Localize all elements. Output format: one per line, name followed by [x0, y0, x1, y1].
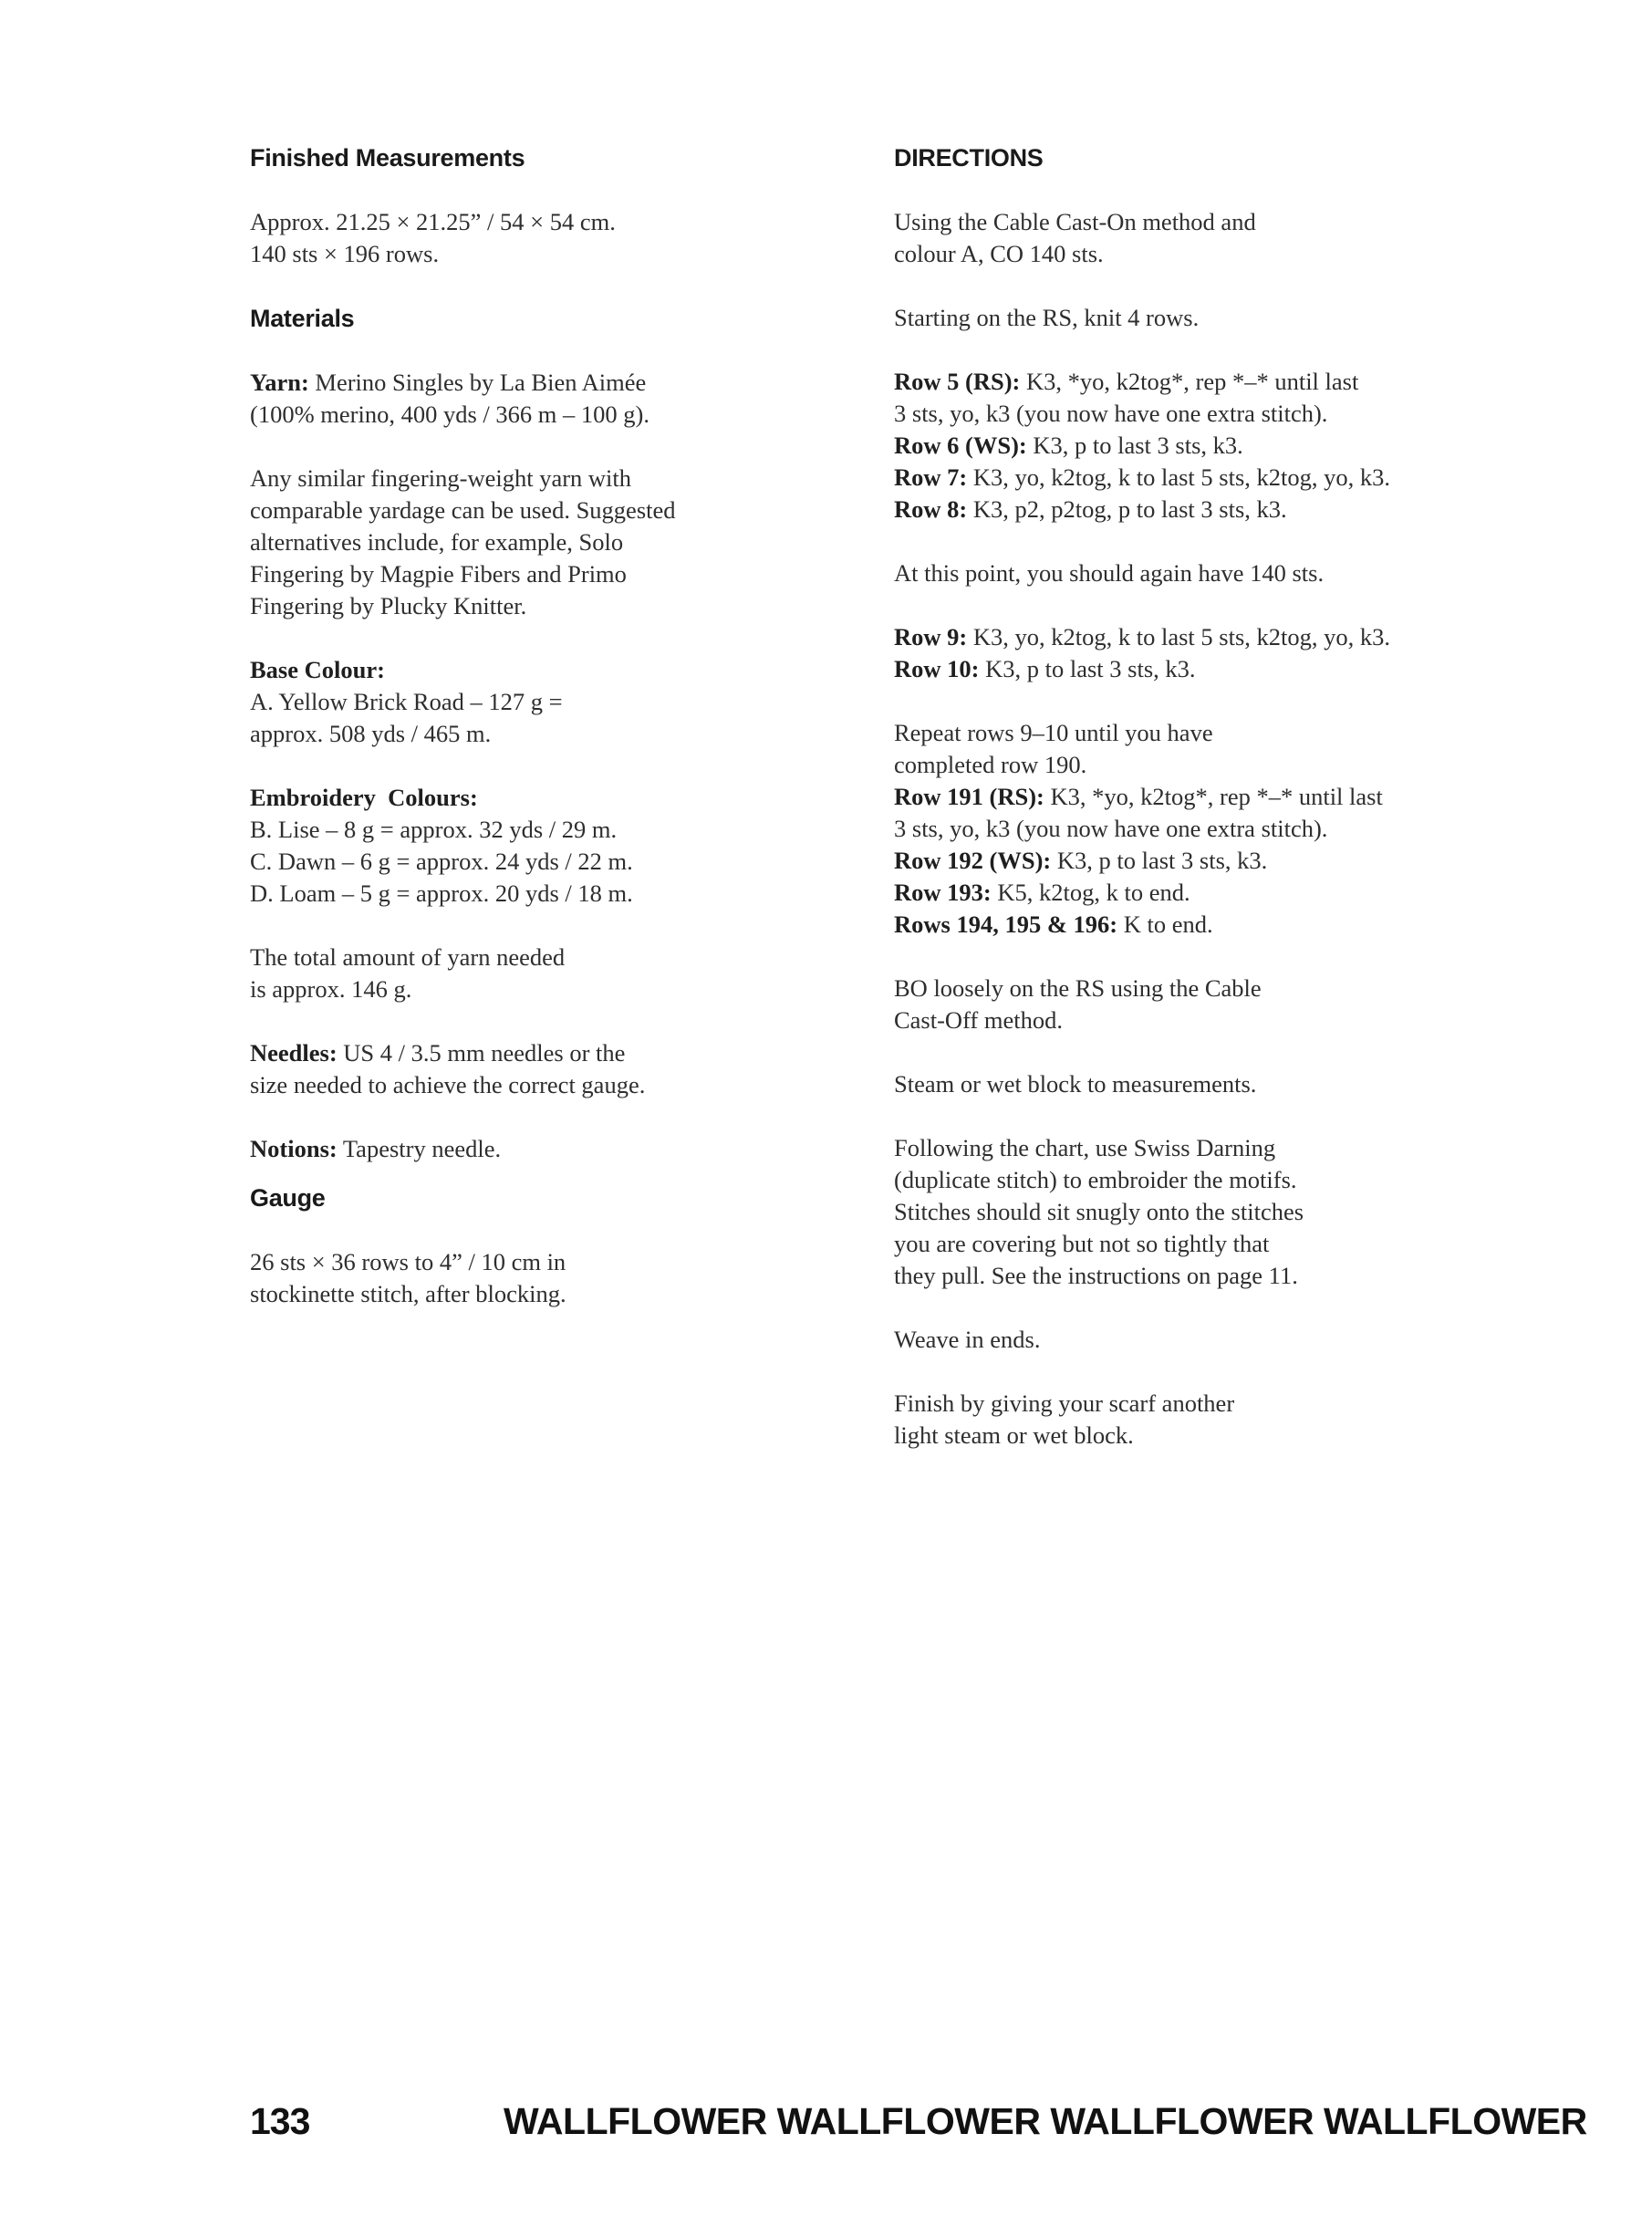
finished-measurements-text: Approx. 21.25 × 21.25” / 54 × 54 cm. 140 sts × 196 rows.	[250, 208, 616, 267]
chart-embroidery-text: Following the chart, use Swiss Darning (duplicate stitch) to embroider the motifs. Stitches should sit snugly onto the stitches you are covering but not so tightly that they pull. See the instructions on page 11.	[894, 1134, 1304, 1289]
base-colour-text: Base Colour: A. Yellow Brick Road – 127 g = approx. 508 yds / 465 m.	[250, 656, 563, 747]
similar-yarn-text: Any similar fingering-weight yarn with comparable yardage can be used. Suggested alternatives include, for example, Solo Fingering by Magpie Fibers and Primo Fingering by Plucky Knitter.	[250, 464, 676, 619]
finish-text: Finish by giving your scarf another light steam or wet block.	[894, 1389, 1235, 1449]
weave-text: Weave in ends.	[894, 1326, 1041, 1353]
finished-measurements-heading: Finished Measurements	[250, 144, 525, 172]
total-yarn-text: The total amount of yarn needed is approx. 146 g.	[250, 943, 566, 1003]
notions-text: Notions: Tapestry needle.	[250, 1135, 502, 1162]
bind-off-text: BO loosely on the RS using the Cable Cast-Off method.	[894, 974, 1262, 1034]
cast-on-text: Using the Cable Cast-On method and colour A, CO 140 sts.	[894, 208, 1256, 267]
gauge-heading: Gauge	[250, 1184, 326, 1212]
needles-text: Needles: US 4 / 3.5 mm needles or the size needed to achieve the correct gauge.	[250, 1039, 646, 1098]
gauge-text: 26 sts × 36 rows to 4” / 10 cm in stockinette stitch, after blocking.	[250, 1248, 566, 1307]
again-text: At this point, you should again have 140 sts.	[894, 559, 1325, 587]
rows-9-10: Row 9: K3, yo, k2tog, k to last 5 sts, k2tog, yo, k3. Row 10: K3, p to last 3 sts, k3.	[894, 623, 1390, 682]
start-text: Starting on the RS, knit 4 rows.	[894, 304, 1200, 331]
running-title: WALLFLOWER WALLFLOWER WALLFLOWER WALLFLOWER	[504, 2100, 1587, 2142]
page-number: 133	[250, 2100, 310, 2142]
embroidery-colours-text: Embroidery Colours: B. Lise – 8 g = approx. 32 yds / 29 m. C. Dawn – 6 g = approx. 24 yds / 22 m. D. Loam – 5 g = approx. 20 yds / 18 m.	[250, 784, 633, 907]
yarn-text: Yarn: Merino Singles by La Bien Aimée (100% merino, 400 yds / 366 m – 100 g).	[250, 369, 649, 428]
rows-5-8: Row 5 (RS): K3, *yo, k2tog*, rep *–* until last 3 sts, yo, k3 (you now have one extra stitch). Row 6 (WS): K3, p to last 3 sts, k3. Row 7: K3, yo, k2tog, k to last 5 sts, k2tog, yo, k3. Row 8: K3, p2, p2tog, p to last 3 sts, k3.	[894, 368, 1390, 523]
directions-heading: DIRECTIONS	[894, 144, 1044, 172]
left-column	[250, 141, 761, 1310]
steam-text: Steam or wet block to measurements.	[894, 1070, 1257, 1098]
right-column	[894, 141, 1478, 1452]
rows-repeat-to-end: Repeat rows 9–10 until you have completed row 190. Row 191 (RS): K3, *yo, k2tog*, rep *–* until last 3 sts, yo, k3 (you now have one extra stitch). Row 192 (WS): K3, p to last 3 sts, k3. Row 193: K5, k2tog, k to end. Rows 194, 195 & 196: K to end.	[894, 719, 1383, 938]
materials-heading: Materials	[250, 305, 355, 332]
